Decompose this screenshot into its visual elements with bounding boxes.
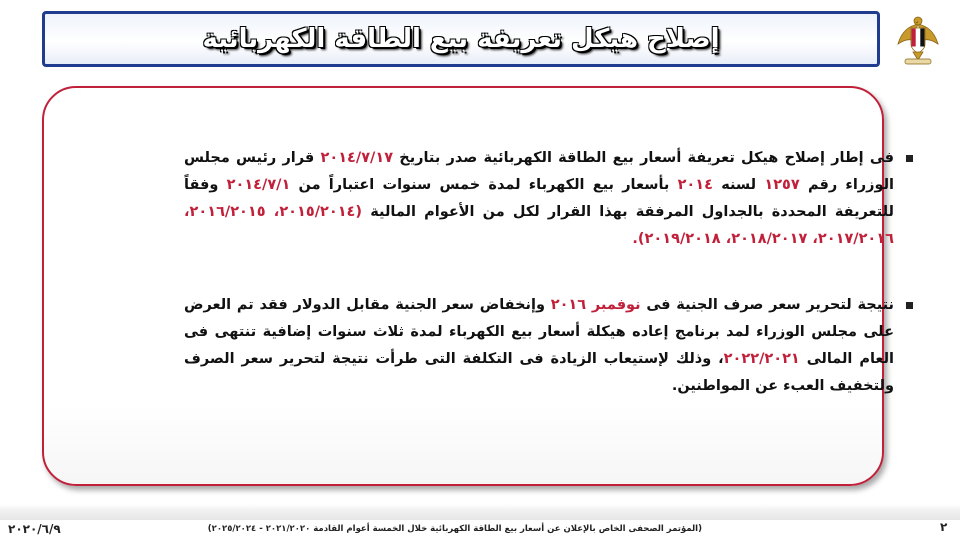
slide-title: إصلاح هيكل تعريفة بيع الطاقة الكهربائية bbox=[202, 24, 720, 54]
title-bar bbox=[42, 11, 880, 67]
paragraph-exchange-liberalization: نتيجة لتحرير سعر صرف الجنية فى نوفمبر ٢٠١٦ وإنخفاض سعر الجنية مقابل الدولار فقد تم العرض على مجلس الوزراء لمد برنامج إعاده هيكلة أسعار بيع الكهرباء لمدة ثلاث سنوات إضافية تنتهى فى العام المالى ٢٠٢٢/٢٠٢١، وذلك لإستيعاب الزيادة فى التكلفة التى طرأت نتيجة لتحرير سعر الصرف ولتخفيف العبء عن المواطنين. bbox=[184, 297, 894, 394]
end-fiscal-year: ٢٠٢٢/٢٠٢١ bbox=[723, 351, 800, 367]
bullet-square-icon bbox=[906, 155, 913, 162]
footer-caption: (المؤتمر الصحفى الخاص بالإعلان عن أسعار بيع الطاقة الكهربائية خلال الخمسة أعوام القادمة ٢٠٢١/٢٠٢٠ - ٢٠٢٥/٢٠٢٤) bbox=[207, 524, 702, 534]
month-november: نوفمبر bbox=[591, 297, 641, 313]
page-number: ٢ bbox=[940, 520, 948, 534]
footer-date: ٢٠٢٠/٦/٩ bbox=[8, 522, 61, 536]
decree-date: ٢٠١٤/٧/١٧ bbox=[320, 150, 394, 166]
bullet-square-icon bbox=[906, 302, 913, 309]
decree-number: ١٢٥٧ bbox=[764, 177, 800, 193]
paragraph-tariff-reform: فى إطار إصلاح هيكل تعريفة أسعار بيع الطاقة الكهربائية صدر بتاريخ ٢٠١٤/٧/١٧ قرار رئيس مجلس الوزراء رقم ١٢٥٧ لسنه ٢٠١٤ بأسعار بيع الكهرباء لمدة خمس سنوات اعتباراً من ٢٠١٤/٧/١ وفقاً للتعريفة المحددة بالجداول المرفقة بهذا القرار لكل من الأعوام المالية (٢٠١٥/٢٠١٤، ٢٠١٦/٢٠١٥، ٢٠١٧/٢٠١٦، ٢٠١٨/٢٠١٧، ٢٠١٩/٢٠١٨). bbox=[184, 150, 895, 247]
footer-band bbox=[0, 504, 960, 520]
fiscal-years-list: (٢٠١٥/٢٠١٤، ٢٠١٦/٢٠١٥، ٢٠١٧/٢٠١٦، ٢٠١٨/٢٠١٧، ٢٠١٩/٢٠١٨). bbox=[184, 204, 894, 247]
decree-year: ٢٠١٤ bbox=[677, 177, 713, 193]
start-date: ٢٠١٤/٧/١ bbox=[226, 177, 291, 193]
egypt-eagle-emblem-icon bbox=[896, 14, 940, 66]
liberalization-year: ٢٠١٦ bbox=[550, 297, 587, 313]
